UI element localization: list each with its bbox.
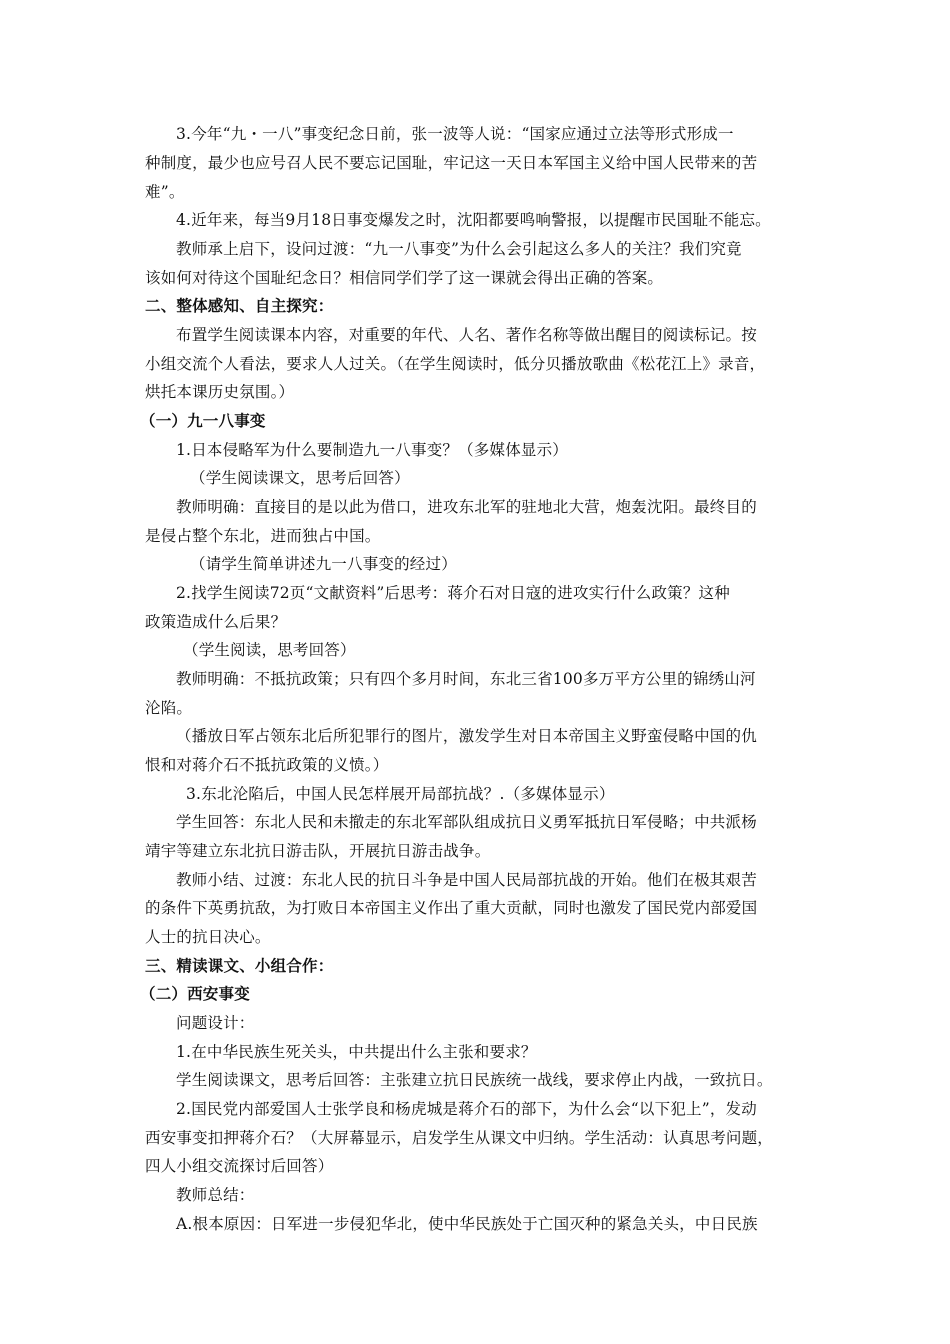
paragraph-line: 政策造成什么后果？ [145, 613, 287, 631]
paragraph-line: 布置学生阅读课本内容，对重要的年代、人名、著作名称等做出醒目的阅读标记。按 [176, 326, 757, 344]
paragraph-line: 靖宇等建立东北抗日游击队，开展抗日游击战争。 [145, 842, 491, 860]
paragraph-line: 教师承上启下，设问过渡：“九一八事变”为什么会引起这么多人的关注？我们究竟 [176, 240, 742, 258]
paragraph-line: 4.近年来，每当9月18日事变爆发之时，沈阳都要鸣响警报，以提醒市民国耻不能忘。 [176, 211, 771, 229]
paragraph-line: 教师小结、过渡：东北人民的抗日斗争是中国人民局部抗战的开始。他们在极其艰苦 [176, 871, 757, 889]
paragraph-line: 恨和对蒋介石不抵抗政策的义愤。） [145, 756, 389, 774]
paragraph-line: 沦陷。 [145, 699, 193, 717]
paragraph-line: 人士的抗日决心。 [145, 928, 271, 946]
paragraph-line: 2.找学生阅读72页“文献资料”后思考：蒋介石对日寇的进攻实行什么政策？这种 [176, 584, 730, 602]
section-heading: 二、整体感知、自主探究： [145, 296, 334, 315]
paragraph-line: （播放日军占领东北后所犯罪行的图片，激发学生对日本帝国主义野蛮侵略中国的仇 [176, 727, 757, 745]
paragraph-line: 是侵占整个东北，进而独占中国。 [145, 527, 381, 545]
paragraph-line: 教师明确：直接目的是以此为借口，进攻东北军的驻地北大营，炮轰沈阳。最终目的 [176, 498, 757, 516]
paragraph-line: 小组交流个人看法，要求人人过关。（在学生阅读时，低分贝播放歌曲《松花江上》录音， [145, 355, 766, 373]
paragraph-line: 1.日本侵略军为什么要制造九一八事变？（多媒体显示） [176, 441, 568, 459]
paragraph-line: 难”。 [145, 183, 185, 201]
paragraph-line: 3.东北沦陷后，中国人民怎样展开局部抗战？.（多媒体显示） [186, 785, 615, 803]
paragraph-line: A.根本原因：日军进一步侵犯华北，使中华民族处于亡国灭种的紧急关头，中日民族 [176, 1215, 758, 1233]
paragraph-line: （学生阅读课文，思考后回答） [190, 469, 410, 487]
paragraph-line: 该如何对待这个国耻纪念日？相信同学们学了这一课就会得出正确的答案。 [145, 269, 664, 287]
paragraph-line: 种制度，最少也应号召人民不要忘记国耻，牢记这一天日本军国主义给中国人民带来的苦 [145, 154, 758, 172]
paragraph-line: 学生回答：东北人民和未撤走的东北军部队组成抗日义勇军抵抗日军侵略；中共派杨 [176, 813, 757, 831]
paragraph-line: 四人小组交流探讨后回答） [145, 1157, 334, 1175]
paragraph-line: 烘托本课历史氛围。） [145, 383, 295, 401]
paragraph-line: 学生阅读课文，思考后回答：主张建立抗日民族统一战线，要求停止内战，一致抗日。 [176, 1071, 773, 1089]
paragraph-line: 3.今年“九・一八”事变纪念日前，张一波等人说：“国家应通过立法等形式形成一 [176, 125, 734, 143]
paragraph-line: （学生阅读，思考回答） [183, 641, 356, 659]
subsection-heading: （一）九一八事变 [140, 411, 266, 430]
subsection-heading: （二）西安事变 [140, 984, 250, 1003]
paragraph-line: 教师总结： [176, 1186, 255, 1204]
paragraph-line: 西安事变扣押蒋介石？（大屏幕显示，启发学生从课文中归纳。学生活动：认真思考问题， [145, 1129, 774, 1147]
paragraph-line: 问题设计： [176, 1014, 255, 1032]
paragraph-line: 1.在中华民族生死关头，中共提出什么主张和要求？ [176, 1043, 537, 1061]
paragraph-line: 教师明确：不抵抗政策；只有四个多月时间，东北三省100多万平方公里的锦绣山河 [176, 670, 756, 688]
paragraph-line: （请学生简单讲述九一八事变的经过） [190, 555, 457, 573]
paragraph-line: 2.国民党内部爱国人士张学良和杨虎城是蒋介石的部下，为什么会“以下犯上”，发动 [176, 1100, 757, 1118]
section-heading: 三、精读课文、小组合作： [145, 956, 334, 975]
paragraph-line: 的条件下英勇抗敌，为打败日本帝国主义作出了重大贡献，同时也激发了国民党内部爱国 [145, 899, 758, 917]
